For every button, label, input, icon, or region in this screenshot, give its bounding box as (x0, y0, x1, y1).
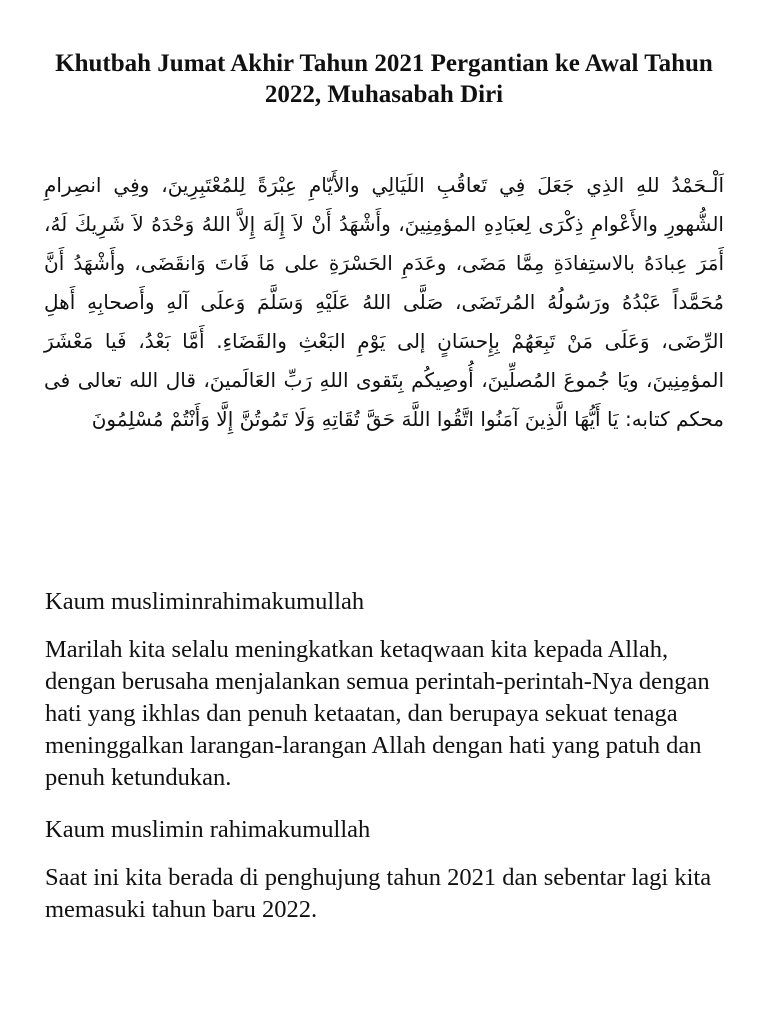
salutation-paragraph-2: Kaum muslimin rahimakumullah (45, 816, 371, 843)
year-end-paragraph: Saat ini kita berada di penghujung tahun 2021 dan sebentar lagi kita memasuki tahun baru 2022. (45, 864, 712, 923)
document-title: Khutbah Jumat Akhir Tahun 2021 Pergantian ke Awal Tahun 2022, Muhasabah Diri (55, 50, 713, 108)
salutation-paragraph: Kaum musliminrahimakumullah (45, 588, 365, 615)
arabic-opening-prayer: اَلْـحَمْدُ للهِ الذِي جَعَلَ فِي تَعاقُبِ اللَيَالِي والأَيّامِ عِبْرَةً لِلمُعْتَبِرِينَ، وفِي انصِرامِ الشُّهورِ والأَعْوامِ ذِكْرَى لِعبَادِهِ المؤمِنِينَ، وأَشْهَدُ أَنْ لاَ إِلَهَ إِلاَّ اللهُ وَحْدَهُ لاَ شَرِيكَ لَهُ، أَمَرَ عِبادَهُ بالاستِفادَةِ مِمَّا مَضَى، وعَدَمِ الحَسْرَةِ على مَا فَاتَ وَانقَضَى، وأَشْهَدُ أَنَّ مُحَمَّداً عَبْدُهُ ورَسُولُهُ المُرتَضَى، صَلَّى اللهُ عَلَيْهِ وَسَلَّمَ وَعلَى آلهِ وأَصحابِهِ أَهلِ الرِّضَى، وَعَلَى مَنْ تَبِعَهُمْ بِإِحسَانٍ إلى يَوْمِ البَعْثِ والقَضَاءِ. أَمَّا بَعْدُ، فَيا مَعْشَرَ المؤمِنِينَ، ويَا جُموعَ المُصلِّينَ، أُوصِيكُم بِتَقوى اللهِ رَبِّ العَالَمينَ، قال الله تعالى فى محكم كتابه: يَا أَيُّهَا الَّذِينَ آمَنُوا اتَّقُوا اللَّهَ حَقَّ تُقَاتِهِ وَلَا تَمُوتُنَّ إِلَّا وَأَنْتُمْ مُسْلِمُونَ (44, 173, 724, 431)
exhortation-paragraph: Marilah kita selalu meningkatkan ketaqwaan kita kepada Allah, dengan berusaha menjalankan semua perintah-perintah-Nya dengan hati yang ikhlas dan penuh ketaatan, dan berupaya sekuat tenaga meninggalkan larangan-larangan Allah dengan hati yang patuh dan penuh ketundukan. (45, 636, 710, 791)
